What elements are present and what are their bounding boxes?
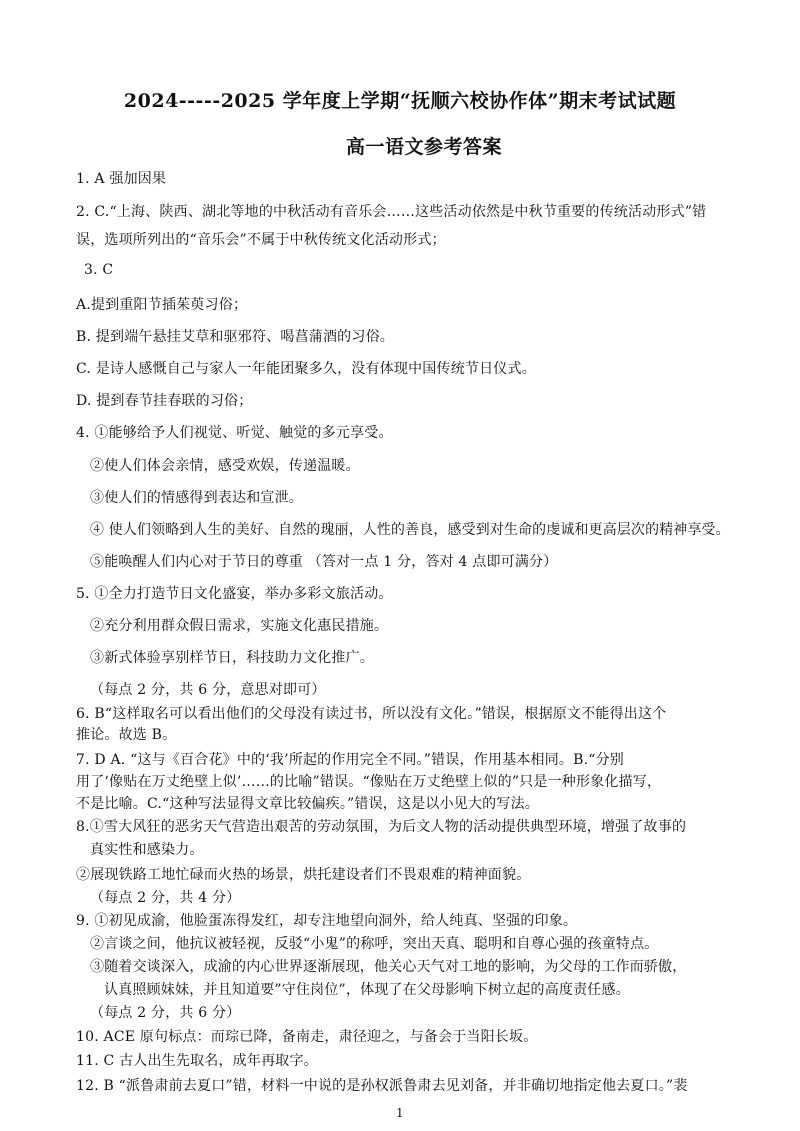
answer-8-scoring: （每点 2 分，共 4 分） — [90, 890, 241, 906]
answer-5-point-3: ③新式体验享别样节日，科技助力文化推广。 — [90, 650, 374, 666]
answer-8-cont: 真实性和感染力。 — [90, 842, 204, 858]
answer-6-cont: 推论。故选 B。 — [76, 727, 177, 743]
answer-11: 11. C 古人出生先取名，成年再取字。 — [76, 1053, 318, 1069]
answer-7-cont-2: 不是比喻。C.“这种写法显得文章比较偏疾。”错误，这是以小见大的写法。 — [76, 796, 539, 812]
answer-5-point-2: ②充分利用群众假日需求，实施文化惠民措施。 — [90, 618, 389, 634]
answer-9-point-3: ③随着交谈深入，成渝的内心世界逐渐展现，他关心天气对工地的影响，为父母的工作而骄傲， — [90, 959, 687, 975]
page-title: 2024-----2025 学年度上学期“抚顺六校协作体”期末考试试题 — [123, 90, 677, 112]
answer-4-point-4: ④ 使人们领略到人生的美好、自然的瑰丽，人性的善良，感受到对生命的虔诚和更高层次的精神享受。 — [90, 522, 730, 538]
answer-8: 8.①雪大风狂的恶劣天气营造出艰苦的劳动氛围，为后文人物的活动提供典型环境，增强了故事的 — [76, 819, 687, 835]
answer-7: 7. D A. “这与《百合花》中的‘我’所起的作用完全不同。”错误，作用基本相同。B.“分别 — [76, 752, 625, 768]
answer-4-point-5: ⑤能唤醒人们内心对于节日的尊重 （答对一点 1 分，答对 4 点即可满分） — [90, 554, 558, 570]
answer-5-scoring: （每点 2 分，共 6 分，意思对即可） — [90, 682, 326, 698]
answer-8-point-2: ②展现铁路工地忙碌而火热的场景，烘托建设者们不畏艰难的精神面貌。 — [76, 867, 531, 883]
answer-9-point-2: ②言谈之间，他抗议被轻视，反驳“小鬼”的称呼，突出天真、聪明和自尊心强的孩童特点。 — [90, 936, 659, 952]
answer-1: 1. A 强加因果 — [76, 171, 167, 187]
page-subtitle: 高一语文参考答案 — [345, 136, 502, 158]
answer-3-c: C. 是诗人感慨自己与家人一年能团聚多久，没有体现中国传统节日仪式。 — [76, 361, 536, 377]
page-number: 1 — [396, 1106, 404, 1120]
answer-3-b: B. 提到端午悬挂艾草和驱邪符、喝菖蒲酒的习俗。 — [76, 329, 394, 345]
answer-3-a: A.提到重阳节插茱萸习俗； — [76, 297, 248, 313]
answer-10: 10. ACE 原句标点：而琮已降，备南走，肃径迎之，与备会于当阳长坂。 — [76, 1029, 538, 1045]
answer-4-point-3: ③使人们的情感得到表达和宣泄。 — [90, 490, 303, 506]
answer-4: 4. ①能够给予人们视觉、听觉、触觉的多元享受。 — [76, 425, 393, 441]
answer-6: 6. B“这样取名可以看出他们的父母没有读过书，所以没有文化。”错误，根据原文不能得出这个 — [76, 706, 667, 722]
answer-7-cont-1: 用了‘像贴在万丈绝壁上似’……的比喻”错误。“像贴在万丈绝壁上似的”只是一种形象化描写， — [76, 774, 662, 790]
answer-9-point-3-cont: 认真照顾妹妹，并且知道要”守住岗位”，体现了在父母影响下树立起的高度责任感。 — [104, 982, 630, 998]
answer-9-scoring: （每点 2 分，共 6 分） — [90, 1005, 241, 1021]
answer-3: 3. C — [84, 262, 114, 278]
answer-9: 9. ①初见成渝，他脸蛋冻得发红，却专注地望向洞外，给人纯真、坚强的印象。 — [76, 913, 578, 929]
answer-12: 12. B “派鲁肃前去夏口”错，材料一中说的是孙权派鲁肃去见刘备，并非确切地指定他去夏口。”裴 — [76, 1078, 688, 1094]
answer-5: 5. ①全力打造节日文化盛宴，举办多彩文旅活动。 — [76, 586, 393, 602]
answer-2: 2. C.“上海、陕西、湖北等地的中秋活动有音乐会……这些活动依然是中秋节重要的传统活动形式”错 — [76, 204, 707, 220]
answer-3-d: D. 提到春节挂春联的习俗； — [76, 393, 253, 409]
answer-2-cont: 误，选项所列出的“音乐会”不属于中秋传统文化活动形式； — [76, 232, 446, 248]
answer-4-point-2: ②使人们体会亲情，感受欢娱，传递温暖。 — [90, 458, 360, 474]
